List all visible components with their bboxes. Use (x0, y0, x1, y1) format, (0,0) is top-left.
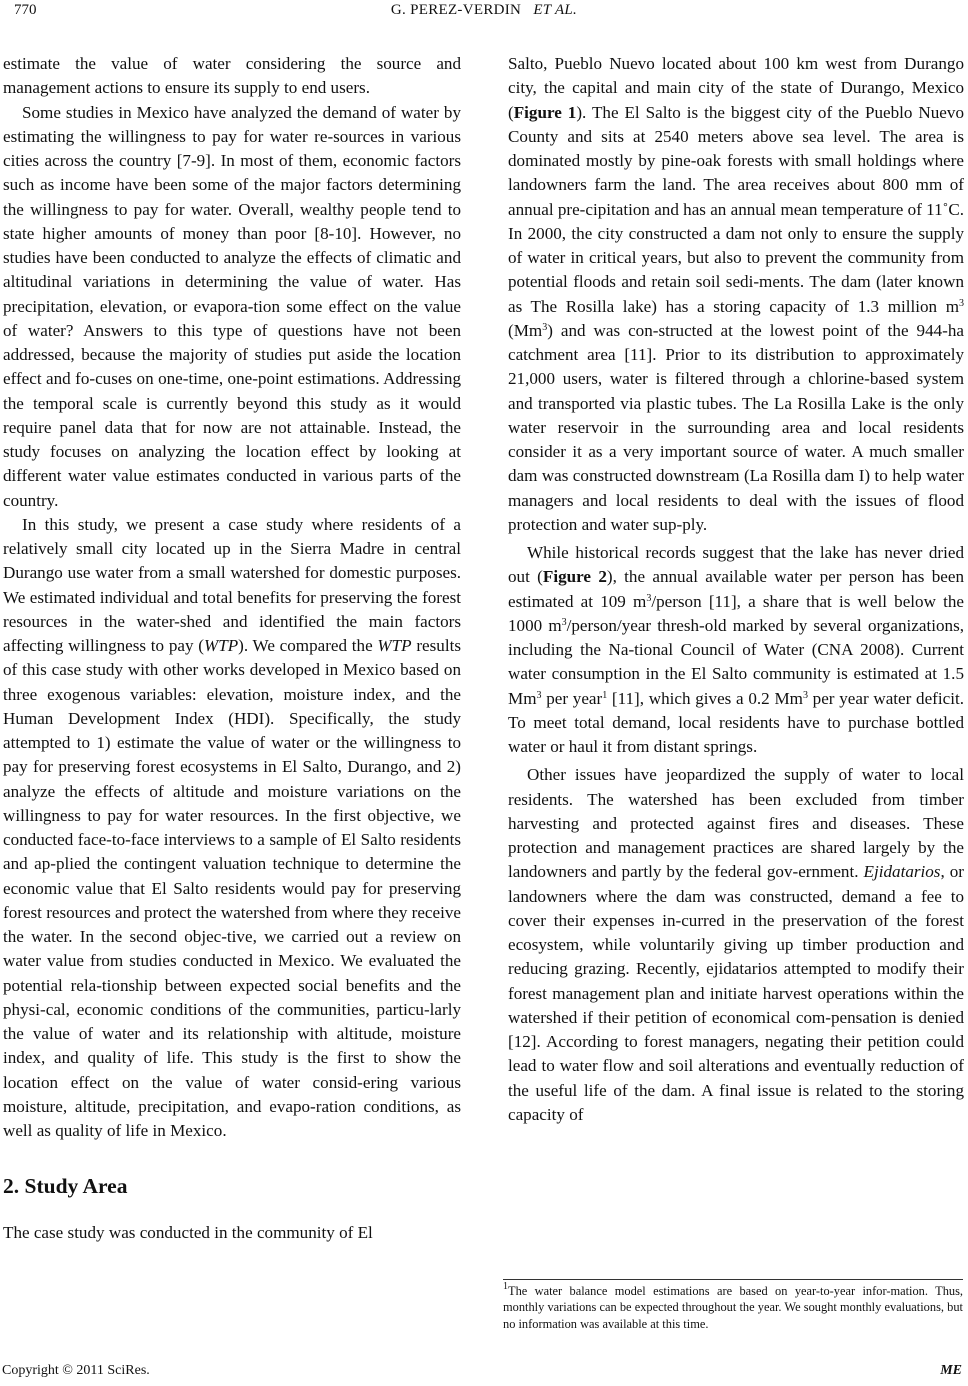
figure-reference[interactable]: Figure 2 (542, 567, 607, 587)
journal-abbrev: ME (940, 1363, 962, 1378)
running-head-etal: ET AL. (533, 2, 578, 18)
page-number: 770 (14, 2, 37, 18)
paragraph: estimate the value of water considering the source and management actions to ensure its supply to end users. (3, 54, 461, 98)
paragraph: Other issues have jeopardized the supply of water to local residents. The watershed has been excluded from timber harvesting and protected against fires and diseases. These protection and management practices are shared largely by the landowners and partly by the federal gov-ernment. Ejidatarios, or landowners where the dam was constructed, demand a fee to cover their expenses in-curred in the preservation of the forest ecosystem, while voluntarily giving up timber production and reducing grazing. Recently, ejidatarios attempted to modify their forest management plan and initiate harvest operations within the watershed if their petition of economical com-pensation is denied [12]. According to forest managers, negating their petition could lead to water flow and soil alterations and eventually reduction of the useful life of the dam. A final issue is related to the storing capacity of (508, 765, 965, 1124)
wtp-abbrev: WTP (203, 636, 239, 655)
running-head (0, 2, 968, 19)
footnote-divider (503, 1279, 963, 1280)
left-column (3, 52, 461, 1246)
paragraph: Some studies in Mexico have analyzed the demand of water by estimating the willingness to pay for water re-sources in various cities across the country [7-9]. In most of them, economic factors such as income have been some of the major factors determining the willingness to pay for water. Overall, wealthy people tend to state higher amounts of money than poor [8-10]. However, no studies have been conducted to analyze the effects of climatic and altitudinal variations in determining the value of water. Has precipitation, elevation, or evapora-tion some effect on the value of water? Answers to this type of questions have not been addressed, because the majority of studies put aside the location effect and fo-cuses on one-time, one-point estimations. Addressing the temporal scale is currently beyond this study as it would require panel data that for now are not attainable. Instead, the study focuses on analyzing the location effect by looking at different water value estimates conducted in various parts of the country. (3, 102, 461, 510)
paragraph: In this study, we present a case study where residents of a relatively small city located up in the Sierra Madre in central Durango use water from a small watershed for domestic purposes. We estimated individual and total benefits for preserving the forest resources in the water-shed and identified the main factors affecting willingness to pay (WTP). We compared the WTP results of this case study with other works developed in Mexico based on three exogenous variables: elevation, moisture index, and the Human Development Index (HDI). Specifically, the study attempted to 1) estimate the value of water or the willingness to pay for preserving forest ecosystems in El Salto, Durango, and 2) analyze the effects of altitude and moisture variations on the willingness to pay for water resources. In the first objective, we conducted face-to-face interviews to a sample of El Salto residents and ap-plied the contingent valuation technique to determine the economic value that El Salto residents would pay for preserving forest resources and protect the watershed from where they receive the water. In the second objec-tive, we carried out a review on water value from studies conducted in Mexico. We evaluated the potential rela-tionship between expected social benefits and the physi-cal, economic conditions of the communities, particu-larly the value of water and its relationship with altitude, moisture index, and quality of life. This study is the first to show the location effect on the value of water consid-ering various moisture, altitude, precipitation, and evapo-ration conditions, as well as quality of life in Mexico. (3, 514, 461, 1140)
wtp-abbrev: WTP (377, 636, 412, 655)
footnote-text: The water balance model estimations are based on year-to-year infor-mation. Thus, monthly variations can be expected throughout the year. We sought monthly evaluations, but no information was available at this time. (503, 1284, 963, 1331)
running-head-authors: G. PEREZ-VERDIN (390, 2, 522, 18)
footnote-marker: 1 (503, 1281, 508, 1292)
footnote-marker: 1 (602, 689, 608, 701)
footnote (503, 1283, 963, 1332)
right-column (508, 52, 964, 1127)
paragraph: While historical records suggest that the lake has never dried out (Figure 2), the annual available water per person has been estimated at 109 $m^3$/person [11], a share that is well below the 1000 $m^3/person$/year thresh-old marked by several organizations, including the Na-tional Council of Water (CNA 2008). Current water consumption in the El Salto community is estimated at 1.5 Mm$^3$ per year$^1$ [11], which gives a 0.2 Mm$^3$ per year water deficit. To meet total demand, local residents have to purchase bottled water or haul it from distant springs. (508, 543, 965, 756)
copyright: Copyright © 2011 SciRes. (2, 1363, 150, 1378)
paragraph: The case study was conducted in the community of El (3, 1223, 373, 1243)
ejidatarios-term: Ejidatarios (863, 862, 941, 882)
section-heading: 2. Study Area (3, 1174, 128, 1199)
figure-reference[interactable]: Figure 1 (513, 102, 577, 122)
paragraph: Salto, Pueblo Nuevo located about 100 km west from Durango city, the capital and main city of the state of Durango, Mexico (Figure 1). The El Salto is the biggest city of the Pueblo Nuevo County and sits at 2540 meters above sea level. The area is dominated mostly by pine-oak forests with small holdings where landowners farm the land. The area receives about 800 mm of annual pre-cipitation and has an annual mean temperature of 11˚C. In 2000, the city constructed a dam not only to ensure the supply of water in critical years, but also to prevent the community from potential floods and retain soil sedi-ments. The dam (later known as The Rosilla lake) has a storing capacity of 1.3 million $m^3$ (Mm$^3$) and was con-structed at the lowest point of the 944-ha catchment area [11]. Prior to its distribution to approximately 21,000 users, water is filtered through a chlorine-based system and transported via plastic tubes. The La Rosilla Lake is the only water reservoir in the surrounding area and local residents consider it as a very important source of water. A much smaller dam was constructed downstream (La Rosilla dam I) to help water managers and local residents to deal with the issues of flood protection and water sup-ply. (508, 54, 964, 534)
